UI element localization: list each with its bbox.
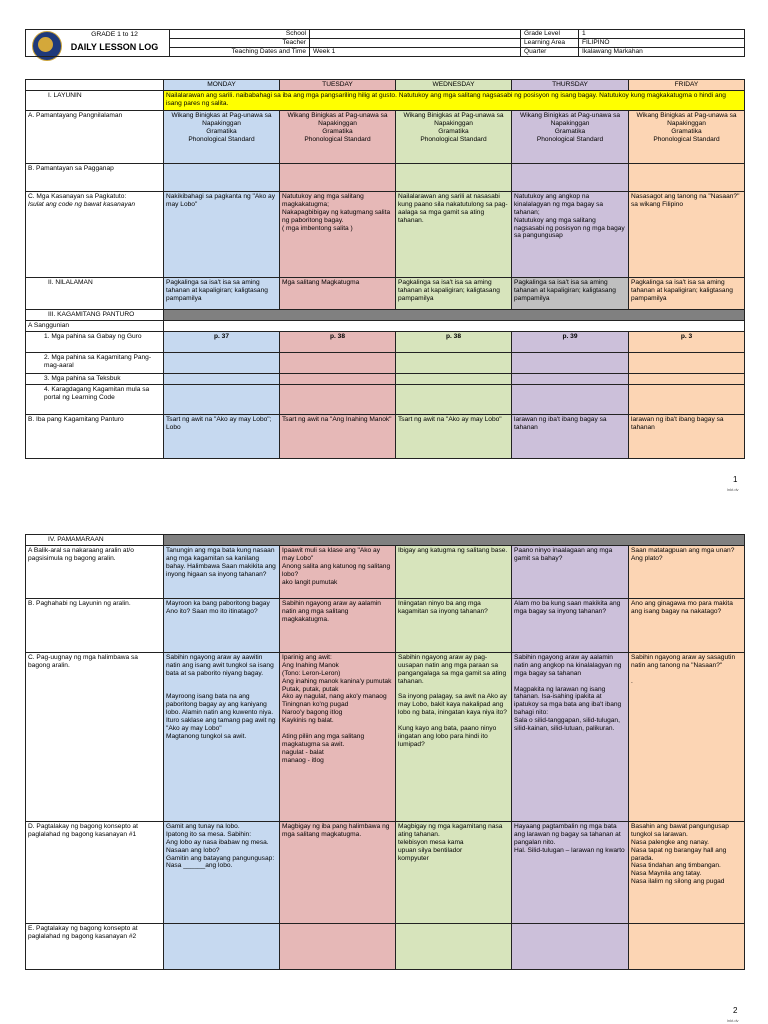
cell-wednesday: Magbigay ng mga kagamitang nasa ating tahanan. telebisyon mesa kama upuan silya bentilador kompyuter — [396, 821, 512, 923]
cell-friday: Sabihin ngayong araw ay sasagutin natin ang tanong na "Nasaan?" . — [629, 652, 745, 821]
cell-friday: larawan ng iba't ibang bagay sa tahanan — [629, 414, 745, 458]
row-label-sub: Isulat ang code ng bawat kasanayan — [28, 200, 136, 208]
cell-monday: Wikang Binigkas at Pag-unawa sa Napakinggan Gramatika Phonological Standard — [164, 110, 280, 163]
row-label: IV. PAMAMARAAN — [26, 535, 164, 546]
row-iba-pang-kagamitan — [26, 414, 745, 458]
cell-wednesday: Pagkalinga sa isa't isa sa aming tahanan at kapaligiran; kaligtasang pampamilya — [396, 277, 512, 309]
day-tuesday: TUESDAY — [280, 80, 396, 91]
row-pamantayan-sa-pagganap — [26, 163, 745, 191]
cell-friday: Saan matatagpuan ang mga unan? Ang plato? — [629, 545, 745, 598]
cell-friday: Wikang Binigkas at Pag-unawa sa Napakinggan Gramatika Phonological Standard — [629, 110, 745, 163]
row-label: B. Iba pang Kagamitang Panturo — [26, 414, 164, 458]
cell-tuesday: Natutukoy ang mga salitang magkakatugma; Nakapagbibigay ng katugmang salita ng paboritong bagay. ( mga imbentong salita ) — [280, 191, 396, 277]
cell-monday: Sabihin ngayong araw ay aawitin natin ang isang awit tungkol sa isang bata at sa paborito niyang bagay. Mayroong isang bata na ang paboritong bagay ay ang kaniyang lobo. Alamin natin ang kuwento niya. Ituro saklase ang tamang pag awit ng "Ako ay may Lobo" Magtanong tungkol sa awit. — [164, 652, 280, 821]
row-pagtalakay-1 — [26, 821, 745, 923]
page-number: 2 — [733, 1006, 738, 1015]
day-monday: MONDAY — [164, 80, 280, 91]
cell-thursday: Wikang Binigkas at Pag-unawa sa Napakinggan Gramatika Phonological Standard — [512, 110, 629, 163]
cell-tuesday: Wikang Binigkas at Pag-unawa sa Napakinggan Gramatika Phonological Standard — [280, 110, 396, 163]
cell-tuesday: Tsart ng awit na "Ang Inahing Manok" — [280, 414, 396, 458]
page-2 — [0, 500, 768, 1024]
row-paghahabi — [26, 598, 745, 652]
row-sanggunian — [26, 320, 745, 331]
school-value — [310, 30, 521, 39]
row-label: B. Pamantayan sa Pagganap — [26, 163, 164, 191]
header-table — [25, 29, 745, 57]
day-wednesday: WEDNESDAY — [396, 80, 512, 91]
teacher-value — [310, 39, 521, 48]
cell-tuesday: Mga salitang Magkatugma — [280, 277, 396, 309]
grade-value: 1 — [579, 30, 745, 39]
grade-range: GRADE 1 to 12 — [91, 31, 138, 38]
row-label: A Sanggunian — [26, 320, 164, 331]
cell-friday: Nasasagot ang tanong na "Nasaan?" sa wikang Filipino — [629, 191, 745, 277]
cell-thursday: larawan ng iba't ibang bagay sa tahanan — [512, 414, 629, 458]
page-1 — [0, 0, 768, 500]
cell-monday: Nakikibahagi sa pagkanta ng "Ako ay may Lobo" — [164, 191, 280, 277]
dates-label: Teaching Dates and Time — [170, 48, 310, 57]
lesson-table-2 — [25, 534, 745, 970]
row-label: D. Pagtalakay ng bagong konsepto at paglalahad ng bagong kasanayan #1 — [26, 821, 164, 923]
cell-wednesday: Iniingatan ninyo ba ang mga kagamitan sa inyong tahanan? — [396, 598, 512, 652]
row-pamantayang-pangnilalaman — [26, 110, 745, 163]
row-label-main: C. Mga Kasanayan sa Pagkatuto: — [28, 192, 127, 200]
cell-thursday: p. 39 — [512, 331, 629, 352]
cell-thursday: Alam mo ba kung saan makikita ang mga bagay sa inyong tahanan? — [512, 598, 629, 652]
row-label: A Balik-aral sa nakaraang aralin at/o pagsisimula ng bagong aralin. — [26, 545, 164, 598]
quarter-label: Quarter — [521, 48, 579, 57]
dates-value: Week 1 — [310, 48, 521, 57]
row-label: C. Pag-uugnay ng mga halimbawa sa bagong aralin. — [26, 652, 164, 821]
row-label — [26, 191, 164, 277]
cell-wednesday: Ibigay ang katugma ng salitang base. — [396, 545, 512, 598]
day-header-row — [26, 80, 745, 91]
row-balik-aral — [26, 545, 745, 598]
cell-monday: Mayroon ka bang paboritong bagay Ano ito? Saan mo ito itinatago? — [164, 598, 280, 652]
cell-wednesday: Wikang Binigkas at Pag-unawa sa Napakinggan Gramatika Phonological Standard — [396, 110, 512, 163]
cell-thursday: Sabihin ngayong araw ay aalamin natin ang angkop na kinalalagyan ng mga bagay sa tahanan Magpakita ng larawan ng isang tahanan. Isa-isahing ipakita at ipatukoy sa mga bata ang iba't ibang bahagi nito: Sala o silid-tanggapan, silid-tulugan, silid-kainan, silid-lutuan, palikuran. — [512, 652, 629, 821]
page-tag: lnkt.dv — [727, 487, 739, 492]
row-nilalaman — [26, 277, 745, 309]
area-value: FILIPINO — [579, 39, 745, 48]
cell-wednesday: Nailalarawan ang sarili at nasasabi kung paano sila nakatutulong sa pag-aalaga sa mga gamit sa ating tahanan. — [396, 191, 512, 277]
cell-friday: Pagkalinga sa isa't isa sa aming tahanan at kapaligiran; kaligtasang pampamilya — [629, 277, 745, 309]
row-label: E. Pagtalakay ng bagong konsepto at paglalahad ng bagong kasanayan #2 — [26, 923, 164, 969]
cell-thursday: Hayaang pagtambalin ng mga bata ang larawan ng bagay sa tahanan at pangalan nito. Hal. Silid-tulugan – larawan ng kwarto — [512, 821, 629, 923]
row-label: 4. Karagdagang Kagamitan mula sa portal ng Learning Code — [26, 384, 164, 414]
teacher-label: Teacher — [170, 39, 310, 48]
cell-thursday: Paano ninyo inaalagaan ang mga gamit sa bahay? — [512, 545, 629, 598]
day-thursday: THURSDAY — [512, 80, 629, 91]
school-label: School — [170, 30, 310, 39]
cell-tuesday: Sabihin ngayong araw ay aalamin natin ang mga salitang magkakatugma. — [280, 598, 396, 652]
cell-thursday: Pagkalinga sa isa't isa sa aming tahanan at kapaligiran; kaligtasang pampamilya — [512, 277, 629, 309]
row-label: III. KAGAMITANG PANTURO — [26, 309, 164, 320]
row-gabay-ng-guro — [26, 331, 745, 352]
row-label: 2. Mga pahina sa Kagamitang Pang-mag-aaral — [26, 352, 164, 373]
layunin-row — [26, 90, 745, 110]
row-label: 3. Mga pahina sa Teksbuk — [26, 373, 164, 384]
row-label: II. NILALAMAN — [26, 277, 164, 309]
cell-monday: p. 37 — [164, 331, 280, 352]
cell-friday: p. 3 — [629, 331, 745, 352]
row-teksbuk — [26, 373, 745, 384]
cell-wednesday: p. 38 — [396, 331, 512, 352]
row-karagdagang-kagamitan — [26, 384, 745, 414]
cell-monday: Tanungin ang mga bata kung nasaan ang mga kagamitan sa kanilang bahay. Halimbawa Saan makikita ang inyong higaan sa inyong tahanan? — [164, 545, 280, 598]
row-label: A. Pamantayang Pangnilalaman — [26, 110, 164, 163]
quarter-value: Ikalawang Markahan — [579, 48, 745, 57]
page-tag: lnkt.dv — [727, 1018, 739, 1023]
cell-monday: Pagkalinga sa isa't isa sa aming tahanan at kapaligiran; kaligtasang pampamilya — [164, 277, 280, 309]
cell-thursday: Natutukoy ang angkop na kinalalagyan ng mga bagay sa tahanan; Natutukoy ang mga salitang nagsasabi ng posisyon ng mga bagay sa pangungusap — [512, 191, 629, 277]
cell-tuesday: Iparinig ang awit: Ang Inahing Manok (Tono: Leron-Leron) Ang inahing manok kanina'y pumutak Putak, putak, putak Ako ay nagulat, nang ako'y manaog Tiningnan ko'ng pugad Naroo'y bagong itlog Kaykinis ng balat. Ating piliin ang mga salitang magkatugma sa awit. nagulat - balat manaog - itlog — [280, 652, 396, 821]
cell-tuesday: Magbigay ng iba pang halimbawa ng mga salitang magkatugma. — [280, 821, 396, 923]
row-kagamitang-pang-mag-aaral — [26, 352, 745, 373]
page-number: 1 — [733, 475, 738, 484]
cell-wednesday: Tsart ng awit na "Ako ay may Lobo" — [396, 414, 512, 458]
logo-cell — [26, 30, 170, 57]
cell-tuesday: p. 38 — [280, 331, 396, 352]
doc-title: DAILY LESSON LOG — [70, 42, 159, 52]
layunin-label: I. LAYUNIN — [26, 90, 164, 110]
layunin-text: Nailalarawan ang sarili. naibabahagi sa iba ang mga pangsariling hilig at gusto. Natutukoy ang mga salitang nagsasabi ng posisyon ng isang bagay. Natutukoy kung magkakatugma o hindi ang isang pares ng salita. — [164, 90, 745, 110]
grade-label: Grade Level — [521, 30, 579, 39]
row-kasanayan — [26, 191, 745, 277]
cell-friday: Basahin ang bawat pangungusap tungkol sa larawan. Nasa palengke ang nanay. Nasa tapat ng barangay hall ang parada. Nasa tindahan ang timbangan. Nasa Maynila ang tatay. Nasa ilalim ng silong ang pugad — [629, 821, 745, 923]
row-pagtalakay-2 — [26, 923, 745, 969]
cell-tuesday: Ipaawit muli sa klase ang "Ako ay may Lobo" Anong salita ang katunog ng salitang lobo? ako langit pumutak — [280, 545, 396, 598]
cell-friday: Ano ang ginagawa mo para makita ang isang bagay na nakatago? — [629, 598, 745, 652]
row-label: B. Paghahabi ng Layunin ng aralin. — [26, 598, 164, 652]
day-friday: FRIDAY — [629, 80, 745, 91]
lesson-table-1 — [25, 79, 745, 459]
row-pamamaraan — [26, 535, 745, 546]
row-label: 1. Mga pahina sa Gabay ng Guro — [26, 331, 164, 352]
area-label: Learning Area — [521, 39, 579, 48]
cell-monday: Tsart ng awit na "Ako ay may Lobo"; Lobo — [164, 414, 280, 458]
row-pag-uugnay — [26, 652, 745, 821]
row-kagamitang-panturo — [26, 309, 745, 320]
cell-monday: Gamit ang tunay na lobo. Ipatong ito sa mesa. Sabihin: Ang lobo ay nasa ibabaw ng mesa. Nasaan ang lobo? Gamitin ang batayang pangungusap: Nasa ______ang lobo. — [164, 821, 280, 923]
cell-wednesday: Sabihin ngayong araw ay pag-uusapan natin ang mga paraan sa pangangalaga sa mga gamit sa ating tahanan. Sa inyong palagay, sa awit na Ako ay may Lobo, bakit kaya nakalipad ang lobo ng bata, iningatan kaya niya ito? Kung kayo ang bata, paano ninyo iingatan ang lobo para hindi ito lumipad? — [396, 652, 512, 821]
